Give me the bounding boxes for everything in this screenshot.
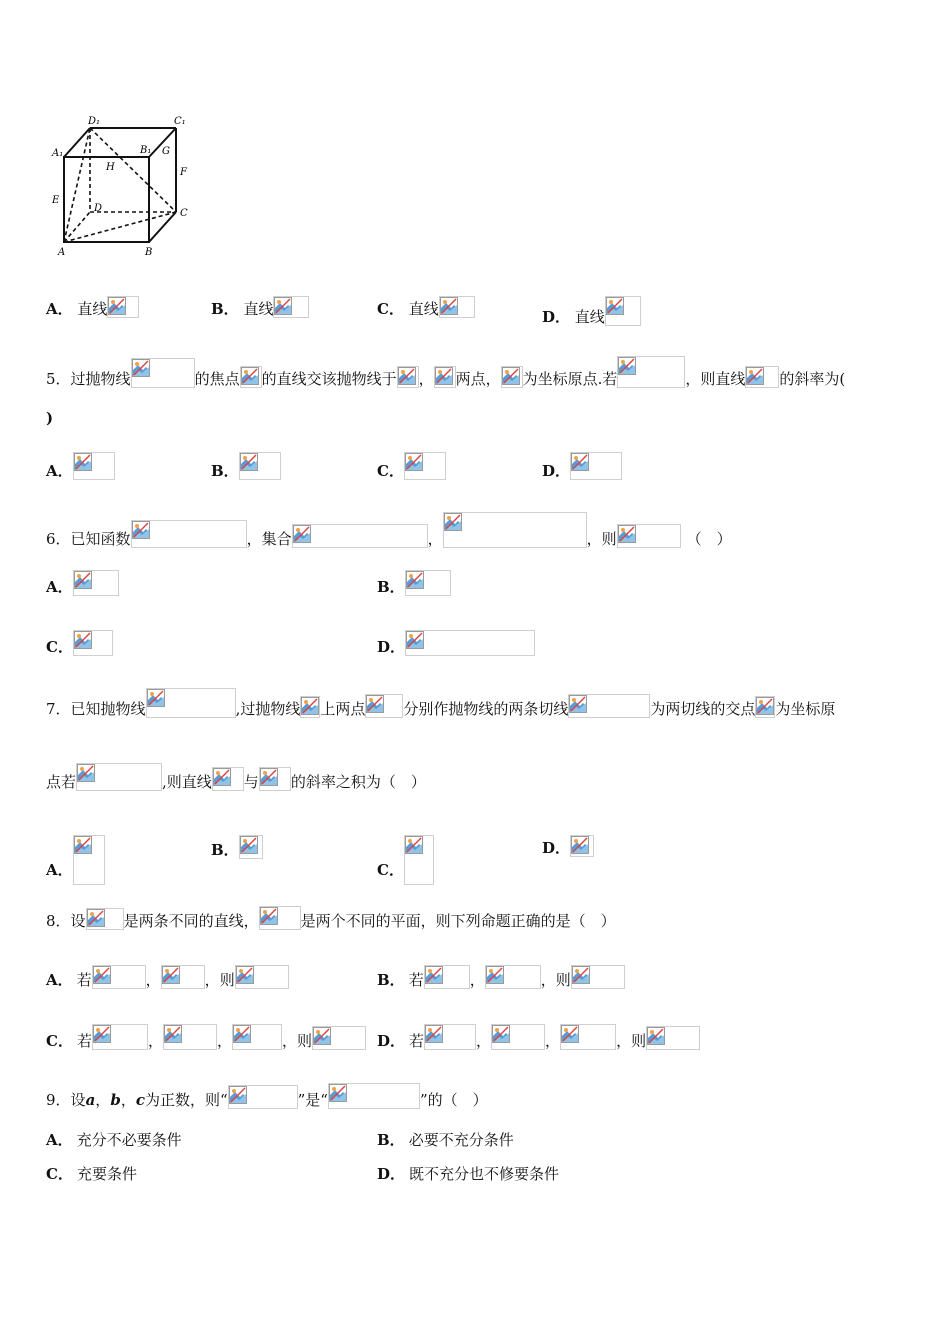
option-label: B． [211, 841, 239, 859]
q5-text: ，则直线 [685, 370, 746, 388]
question-number: 6． [46, 530, 71, 548]
broken-image-icon [300, 696, 320, 718]
q8-text: 设 [70, 912, 86, 930]
option-text: 既不充分也不修要条件 [409, 1165, 560, 1183]
q9-text: 设 [70, 1091, 86, 1109]
broken-image-icon [163, 1024, 217, 1050]
q7-text: 为坐标原 [775, 700, 836, 718]
option-label: D． [377, 1032, 406, 1050]
option-text: ， [469, 971, 485, 989]
label-H: H [106, 162, 115, 173]
q9-stem [46, 1083, 488, 1110]
option-text: 直线 [408, 300, 439, 318]
broken-image-icon [76, 763, 162, 791]
q9-option-b [377, 1130, 514, 1150]
broken-image-icon [232, 1024, 282, 1050]
q9-text: ， [120, 1091, 136, 1109]
q7-option-a [46, 835, 105, 885]
q9-option-d [377, 1164, 559, 1184]
broken-image-icon [404, 835, 434, 885]
q4-option-b [211, 296, 309, 319]
option-label: A． [46, 462, 73, 480]
q6-text: ，集合 [246, 530, 292, 548]
q5-text: ， [418, 370, 434, 388]
broken-image-icon [404, 452, 446, 480]
q7-option-d [542, 835, 594, 858]
broken-image-icon [161, 965, 205, 989]
option-label: C． [377, 861, 404, 879]
q5-text: 两点， [455, 370, 501, 388]
option-text: 则 [219, 971, 235, 989]
q5-stem [46, 356, 845, 389]
label-G: G [162, 146, 170, 157]
q6-text: ，则 [586, 530, 617, 548]
q4-option-c [377, 296, 475, 319]
cube-figure [48, 112, 198, 262]
option-label: C． [46, 638, 73, 656]
q9-text: 为正数，则“ [144, 1091, 228, 1109]
broken-image-icon [92, 965, 146, 989]
broken-image-icon [86, 908, 124, 930]
option-label: A． [46, 861, 73, 879]
broken-image-icon [485, 965, 541, 989]
var-b: b [110, 1091, 121, 1109]
broken-image-icon [443, 512, 587, 548]
q6-option-a [46, 570, 119, 597]
option-text: ， [540, 971, 556, 989]
option-label: A． [46, 971, 73, 989]
option-text: ， [147, 1032, 163, 1050]
option-text: ， [282, 1032, 298, 1050]
option-text: ， [204, 971, 220, 989]
option-label: D． [542, 462, 571, 480]
question-number: 7． [46, 700, 71, 718]
option-text: 则 [631, 1032, 647, 1050]
q5-option-c [377, 452, 446, 481]
option-text: 若 [409, 1032, 425, 1050]
q5-option-d [542, 452, 622, 481]
option-label: C． [46, 1032, 73, 1050]
q8-text: 是两条不同的直线， [123, 912, 259, 930]
q4-option-d [542, 296, 641, 327]
q6-text: （ ） [686, 530, 732, 548]
q7-text: 上两点 [320, 700, 366, 718]
option-text: 直线 [243, 300, 274, 318]
option-label: D． [542, 839, 571, 857]
broken-image-icon [617, 356, 685, 388]
var-c: c [135, 1091, 145, 1109]
q5-text: 为坐标原点.若 [522, 370, 618, 388]
broken-image-icon [240, 366, 262, 388]
broken-image-icon [560, 1024, 616, 1050]
option-text: 直线 [574, 308, 605, 326]
broken-image-icon [745, 366, 779, 388]
q8-option-d [377, 1024, 700, 1051]
option-text: ， [216, 1032, 232, 1050]
broken-image-icon [239, 835, 263, 859]
q7-text: ,则直线 [162, 773, 212, 791]
q7-text: 点若 [46, 773, 77, 791]
q7-stem [46, 688, 835, 719]
broken-image-icon [570, 452, 622, 480]
q7-text: ,过抛物线 [235, 700, 301, 718]
label-D1: D₁ [88, 116, 101, 127]
option-label: B． [377, 578, 405, 596]
option-label: C． [377, 300, 404, 318]
broken-image-icon [73, 452, 115, 480]
option-text: 则 [297, 1032, 313, 1050]
q7-text: 分别作抛物线的两条切线 [403, 700, 569, 718]
option-text: 若 [408, 971, 424, 989]
option-text: 若 [76, 1032, 92, 1050]
option-text: 充要条件 [76, 1165, 137, 1183]
option-label: B． [377, 1131, 405, 1149]
option-label: C． [46, 1165, 73, 1183]
q5-text: 的焦点 [194, 370, 240, 388]
q9-text: ， [95, 1091, 111, 1109]
question-number: 9． [46, 1091, 71, 1109]
option-label: B． [377, 971, 405, 989]
broken-image-icon [92, 1024, 148, 1050]
label-B: B [145, 247, 153, 258]
q6-option-b [377, 570, 451, 597]
option-text: ， [545, 1032, 561, 1050]
option-label: C． [377, 462, 404, 480]
label-F: F [180, 167, 187, 178]
var-a: a [85, 1091, 96, 1109]
broken-image-icon [131, 358, 195, 388]
option-text: ， [145, 971, 161, 989]
q5-option-b [211, 452, 281, 481]
broken-image-icon [73, 835, 105, 885]
broken-image-icon [312, 1026, 366, 1050]
broken-image-icon [571, 965, 625, 989]
broken-image-icon [73, 570, 119, 596]
label-E: E [52, 195, 60, 206]
option-text: 必要不充分条件 [408, 1131, 514, 1149]
broken-image-icon [146, 688, 236, 718]
q9-option-c [46, 1164, 137, 1184]
option-text: 充分不必要条件 [76, 1131, 182, 1149]
option-text: ， [476, 1032, 492, 1050]
option-text: ， [616, 1032, 632, 1050]
broken-image-icon [501, 366, 523, 388]
q8-option-a [46, 965, 289, 990]
q7-option-b [211, 835, 263, 860]
q4-option-a [46, 296, 139, 319]
broken-image-icon [259, 906, 301, 930]
broken-image-icon [424, 965, 470, 989]
label-B1: B₁ [140, 145, 152, 156]
q9-option-a [46, 1130, 182, 1150]
q8-option-b [377, 965, 625, 990]
question-number: 5． [46, 370, 71, 388]
q5-stem-cont: ) [46, 409, 54, 427]
broken-image-icon [646, 1026, 700, 1050]
option-label: A． [46, 578, 73, 596]
broken-image-icon [570, 835, 594, 857]
q6-text: 已知函数 [70, 530, 131, 548]
option-text: 则 [555, 971, 571, 989]
q6-stem [46, 512, 732, 549]
option-label: B． [211, 300, 239, 318]
broken-image-icon [228, 1085, 298, 1109]
broken-image-icon [235, 965, 289, 989]
q5-text: 的直线交该抛物线于 [261, 370, 397, 388]
broken-image-icon [239, 452, 281, 480]
q7-stem-cont [46, 763, 426, 792]
q7-text: 为两切线的交点 [650, 700, 756, 718]
broken-image-icon [107, 296, 139, 318]
q6-option-c [46, 630, 113, 657]
label-A: A [58, 247, 66, 258]
q6-option-d [377, 630, 535, 657]
label-D: D [94, 203, 103, 214]
broken-image-icon [617, 524, 681, 548]
option-label: D． [377, 1165, 406, 1183]
broken-image-icon [491, 1024, 545, 1050]
broken-image-icon [328, 1083, 420, 1109]
q9-text: ”是“ [297, 1091, 328, 1109]
broken-image-icon [439, 296, 475, 318]
option-label: D． [542, 308, 571, 326]
broken-image-icon [273, 296, 309, 318]
broken-image-icon [405, 570, 451, 596]
option-label: A． [46, 1131, 73, 1149]
broken-image-icon [405, 630, 535, 656]
q7-option-c [377, 835, 434, 885]
q9-text: ”的（ ） [419, 1091, 488, 1109]
label-C: C [180, 208, 188, 219]
q8-text: 是两个不同的平面，则下列命题正确的是（ ） [300, 912, 616, 930]
broken-image-icon [568, 694, 650, 718]
q6-text: ， [427, 530, 443, 548]
broken-image-icon [212, 767, 244, 791]
broken-image-icon [605, 296, 641, 326]
question-number: 8． [46, 912, 71, 930]
option-text: 若 [76, 971, 92, 989]
option-text: 直线 [77, 300, 108, 318]
broken-image-icon [397, 366, 419, 388]
q5-option-a [46, 452, 115, 481]
broken-image-icon [131, 520, 247, 548]
q5-text: 过抛物线 [70, 370, 131, 388]
option-label: A． [46, 300, 73, 318]
broken-image-icon [292, 524, 428, 548]
broken-image-icon [755, 696, 775, 718]
q7-text: 的斜率之积为（ ） [290, 773, 426, 791]
q8-stem [46, 906, 616, 931]
q7-text: 已知抛物线 [70, 700, 146, 718]
broken-image-icon [365, 694, 403, 718]
label-A1: A₁ [52, 148, 64, 159]
q5-text: 的斜率为( [779, 370, 846, 388]
option-label: B． [211, 462, 239, 480]
option-label: D． [377, 638, 406, 656]
broken-image-icon [73, 630, 113, 656]
label-C1: C₁ [174, 116, 186, 127]
q7-text: 与 [243, 773, 259, 791]
broken-image-icon [259, 767, 291, 791]
q8-option-c [46, 1024, 366, 1051]
broken-image-icon [424, 1024, 476, 1050]
broken-image-icon [434, 366, 456, 388]
